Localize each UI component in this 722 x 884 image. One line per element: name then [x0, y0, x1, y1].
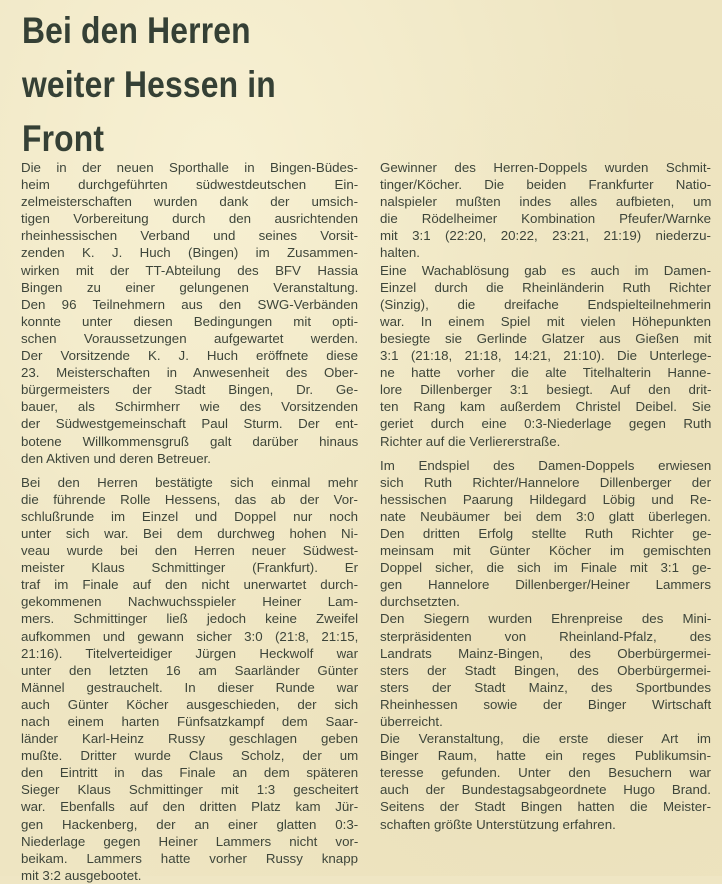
text-line: besiegte sie Gerlinde Glatzer aus Gießen mit — [380, 330, 712, 346]
text-line: 23. Meisterschaften in Anwesenheit des Ober- — [21, 365, 358, 381]
text-line: nate Neubäumer bei dem 3:0 glatt überlegen. — [380, 508, 711, 524]
text-line: lore Dillenberger 3:1 besiegt. Auf den drit- — [380, 382, 712, 398]
text-line: teresse gefunden. Unter den Besuchern war — [380, 765, 711, 781]
text-line: Den 96 Teilnehmern aus den SWG-Verbänden — [21, 296, 358, 312]
text-line: gen Hackenberg, der an einer glatten 0:3- — [21, 816, 359, 832]
text-line: sich Ruth Richter/Hannelore Dillenberger der — [380, 474, 711, 490]
headline-line: Bei den Herren — [22, 10, 251, 51]
article-paragraph — [21, 159, 358, 467]
text-line: heim durchgeführten südwestdeutschen Ein- — [21, 177, 359, 193]
text-line: meinsam mit Günter Köcher im gemischten — [380, 543, 711, 559]
text-line: gen Hannelore Dillenberger/Heiner Lammers — [380, 577, 711, 593]
text-line: die führende Rolle Hessens, das ab der Vor- — [21, 491, 358, 507]
text-line: schaften größte Unterstützung erfahren. — [380, 816, 616, 832]
text-line: 3:1 (21:18, 21:18, 14:21, 21:10). Die Unterlege- — [380, 348, 712, 364]
text-line: sters der Stadt Mainz, des Sportbundes — [380, 679, 711, 695]
text-line: gekommenen Nachwuchsspieler Heiner Lam- — [21, 594, 359, 610]
article-column-right — [380, 159, 711, 833]
text-line: beikam. Lammers hatte vorher Russy knapp — [21, 850, 358, 866]
text-line: tinger/Köcher. Die beiden Frankfurter Natio- — [380, 177, 712, 193]
article-paragraph — [380, 262, 711, 450]
article-headline — [22, 4, 314, 166]
text-line: mußte. Dritter wurde Claus Scholz, der um — [21, 748, 359, 764]
article-paragraph — [380, 730, 711, 833]
article-paragraph — [21, 474, 358, 884]
text-line: ne hatte vorher die alte Titelhalterin Hanne- — [380, 365, 712, 381]
text-line: mit 3:1 (22:20, 20:22, 23:21, 21:19) niederzu- — [380, 228, 711, 244]
text-line: aufkommen und gewann sicher 3:0 (21:8, 21:15, — [21, 628, 359, 644]
text-line: veau wurde bei den Herren neuer Südwest- — [21, 543, 359, 559]
text-line: Niederlage gegen Heiner Lammers nicht vor- — [21, 833, 359, 849]
text-line: Doppel sicher, die sich im Finale mit 3:1 ge- — [380, 560, 712, 576]
text-line: war. Ebenfalls auf den dritten Platz kam Jür- — [21, 799, 359, 815]
headline-line: Front — [22, 118, 105, 159]
text-line: überreicht. — [380, 714, 443, 729]
text-line: (Sinzig), die dreifache Endspielteilnehmerin — [380, 296, 711, 312]
text-line: Sieger Klaus Schmittinger mit 1:3 gescheitert — [21, 782, 359, 798]
article-column-left — [21, 159, 358, 884]
text-line: Rheinhessen sowie der Binger Wirtschaft — [380, 696, 712, 712]
text-line: Einzel durch die Rheinländerin Ruth Richter — [380, 279, 711, 295]
text-line: Bingen zu einer gelungenen Veranstaltung. — [21, 279, 359, 295]
text-line: 21:16). Titelverteidiger Jürgen Heckwolf war — [21, 645, 358, 661]
text-line: Binger Raum, hatte ein reges Publikumsin- — [380, 748, 711, 764]
text-line: Landrats Mainz-Bingen, des Oberbürgermei- — [380, 645, 712, 661]
text-line: hessischen Paarung Hildegard Löbig und Re- — [380, 491, 712, 507]
text-line: nalspieler mußten indes alles aufbieten, um — [380, 194, 712, 210]
text-line: meister Klaus Schmittinger (Frankfurt). Er — [21, 560, 358, 576]
text-line: Gewinner des Herren-Doppels wurden Schmit- — [380, 160, 711, 175]
text-line: bauer, als Schirmherr wie des Vorsitzenden — [21, 399, 358, 415]
text-line: mit 3:2 ausgebootet. — [21, 867, 142, 883]
text-line: Die Veranstaltung, die erste dieser Art im — [380, 731, 711, 747]
text-line: ten Rang kam außerdem Christel Deibel. Sie — [380, 399, 711, 415]
text-line: auch der Bundestagsabgeordnete Hugo Brand. — [380, 782, 711, 798]
text-line: sters der Stadt Bingen, des Oberbürgermei- — [380, 662, 711, 678]
text-line: länder Karl-Heinz Russy geschlagen geben — [21, 731, 358, 747]
text-line: Eine Wachablösung gab es auch im Damen- — [380, 262, 711, 278]
article-paragraph — [380, 610, 711, 730]
text-line: Der Vorsitzende K. J. Huch eröffnete diese — [21, 348, 359, 364]
text-line: zelmeisterschaften wurden dank der umsich- — [21, 194, 358, 210]
text-line: Seitens der Stadt Bingen hatten die Meister- — [380, 799, 711, 815]
text-line: Den dritten Erfolg stellte Ruth Richter ge- — [380, 525, 712, 541]
text-line: unter den letzten 16 am Saarländer Günter — [21, 662, 358, 678]
text-line: Richter auf die Verliererstraße. — [380, 433, 561, 449]
text-line: unter sich war. Bei dem durchweg hohen Ni- — [21, 525, 358, 541]
text-line: Im Endspiel des Damen-Doppels erwiesen — [380, 457, 712, 473]
text-line: die Rödelheimer Kombination Pfeufer/Warnke — [380, 211, 712, 227]
text-line: war. In einem Spiel mit vielen Höhepunkten — [380, 313, 711, 329]
text-line: sterpräsidenten von Rheinland-Pfalz, des — [380, 628, 712, 644]
text-line: den Aktiven und deren Betreuer. — [21, 450, 211, 466]
text-line: bürgermeisters der Stadt Bingen, Dr. Ge- — [21, 382, 358, 398]
text-line: zenden K. J. Huch (Bingen) im Zusammen- — [21, 245, 358, 261]
text-line: schen Voraussetzungen aufgewartet werden. — [21, 330, 359, 346]
text-line: Männel gestrauchelt. In dieser Runde war — [21, 679, 359, 695]
text-line: mers. Schmittinger ließ jedoch keine Zweifel — [21, 611, 359, 627]
text-line: tigen Vorbereitung durch den ausrichtenden — [21, 211, 358, 227]
article-paragraph — [380, 159, 711, 262]
text-line: Den Siegern wurden Ehrenpreise des Mini- — [380, 611, 712, 627]
text-line: schlußrunde im Einzel und Doppel nur noch — [21, 508, 358, 524]
text-line: botene Willkommensgruß galt darüber hinaus — [21, 433, 359, 449]
text-line: nach einem harten Fünfsatzkampf dem Saar- — [21, 714, 358, 729]
text-line: halten. — [380, 245, 420, 261]
text-line: wirken mit der TT-Abteilung des BFV Hassia — [21, 262, 358, 278]
text-line: rheinhessischen Verband und seines Vorsit- — [21, 228, 358, 244]
text-line: durchsetzten. — [380, 594, 460, 610]
text-line: konnte unter diesen Bedingungen mit opti- — [21, 313, 358, 329]
text-line: Bei den Herren bestätigte sich einmal mehr — [21, 474, 358, 490]
text-line: geriet durch eine 0:3-Niederlage gegen Ruth — [380, 416, 712, 432]
article-paragraph — [380, 457, 711, 611]
text-line: der Südwestgemeinschaft Paul Sturm. Der ent- — [21, 416, 358, 432]
text-line: traf im Finale auf den nicht unerwartet durch- — [21, 577, 358, 593]
headline-line: weiter Hessen in — [22, 64, 276, 105]
text-line: Die in der neuen Sporthalle in Bingen-Büdes- — [21, 160, 358, 175]
text-line: den Eintritt in das Finale an dem späteren — [21, 765, 359, 781]
text-line: auch Günter Köcher ausgeschieden, der sich — [21, 696, 359, 712]
